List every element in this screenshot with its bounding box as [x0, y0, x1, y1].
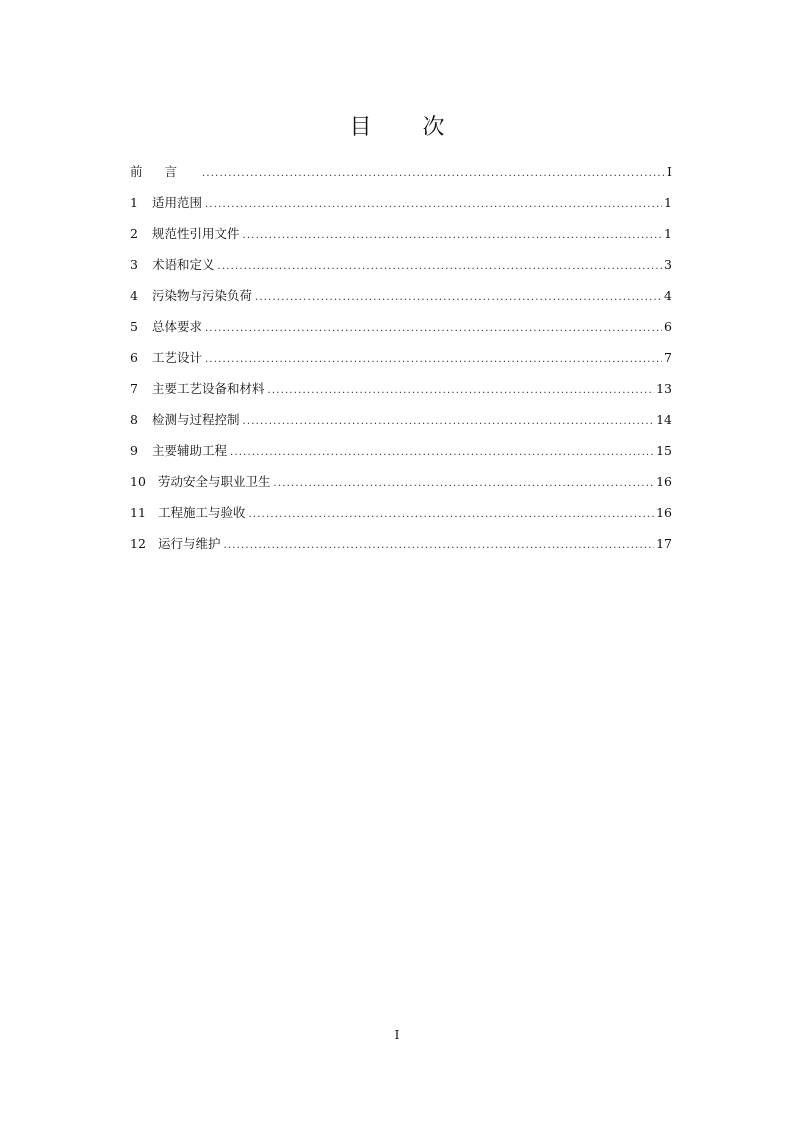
- toc-entry-11[interactable]: [130, 503, 672, 534]
- toc-entry-page: 17: [656, 536, 672, 551]
- toc-entry-page: 14: [656, 412, 672, 427]
- toc-entry-page: I: [667, 164, 672, 179]
- toc-entry-1[interactable]: [130, 193, 672, 224]
- toc-entry-number: 8: [130, 412, 138, 427]
- toc-entry-label: 污染物与污染负荷: [152, 288, 253, 303]
- toc-entry-label: 主要辅助工程: [152, 443, 228, 458]
- toc-entry-preface[interactable]: [130, 162, 672, 193]
- toc-entry-label: 劳动安全与职业卫生: [158, 474, 271, 489]
- toc-title: 目 次: [349, 115, 467, 140]
- toc-entry-5[interactable]: [130, 317, 672, 348]
- toc-entry-label: 适用范围: [152, 195, 203, 210]
- dot-leader: [205, 195, 662, 215]
- toc-entry-label: 工程施工与验收: [158, 505, 246, 520]
- toc-entry-number: 5: [130, 319, 138, 334]
- table-of-contents: [130, 162, 672, 565]
- toc-entry-2[interactable]: [130, 224, 672, 255]
- toc-entry-page: 16: [656, 474, 672, 489]
- toc-entry-page: 7: [664, 350, 672, 365]
- dot-leader: [218, 257, 663, 277]
- toc-entry-6[interactable]: [130, 348, 672, 379]
- dot-leader: [274, 474, 655, 494]
- page-number: I: [394, 1028, 400, 1042]
- toc-entry-10[interactable]: [130, 472, 672, 503]
- toc-entry-page: 1: [664, 226, 672, 241]
- toc-entry-label: 运行与维护: [158, 536, 221, 551]
- toc-entry-number: 4: [130, 288, 138, 303]
- toc-entry-page: 16: [656, 505, 672, 520]
- toc-entry-number: 6: [130, 350, 138, 365]
- toc-entry-page: 13: [656, 381, 672, 396]
- toc-entry-label: 检测与过程控制: [152, 412, 240, 427]
- dot-leader: [224, 536, 655, 556]
- toc-entry-label: 主要工艺设备和材料: [152, 381, 265, 396]
- toc-entry-number: 3: [130, 257, 138, 272]
- dot-leader: [268, 381, 655, 401]
- toc-entry-page: 6: [664, 319, 672, 334]
- toc-entry-label: 前言: [130, 164, 200, 179]
- dot-leader: [230, 443, 654, 463]
- toc-entry-number: 2: [130, 226, 138, 241]
- toc-entry-label: 术语和定义: [152, 257, 215, 272]
- toc-entry-number: 1: [130, 195, 138, 210]
- dot-leader: [202, 164, 665, 184]
- dot-leader: [205, 350, 662, 370]
- toc-entry-4[interactable]: [130, 286, 672, 317]
- toc-entry-3[interactable]: [130, 255, 672, 286]
- toc-entry-number: 9: [130, 443, 138, 458]
- dot-leader: [243, 412, 655, 432]
- toc-entry-label: 总体要求: [152, 319, 203, 334]
- toc-entry-page: 4: [664, 288, 672, 303]
- toc-entry-number: 10: [130, 474, 146, 489]
- toc-entry-label: 规范性引用文件: [152, 226, 240, 241]
- toc-entry-page: 1: [664, 195, 672, 210]
- toc-entry-page: 3: [664, 257, 672, 272]
- toc-entry-7[interactable]: [130, 379, 672, 410]
- dot-leader: [243, 226, 663, 246]
- dot-leader: [255, 288, 662, 308]
- toc-entry-page: 15: [656, 443, 672, 458]
- toc-entry-label: 工艺设计: [152, 350, 203, 365]
- toc-entry-number: 11: [130, 505, 146, 520]
- toc-entry-9[interactable]: [130, 441, 672, 472]
- toc-entry-12[interactable]: [130, 534, 672, 565]
- toc-entry-number: 7: [130, 381, 138, 396]
- dot-leader: [205, 319, 662, 339]
- toc-entry-8[interactable]: [130, 410, 672, 441]
- dot-leader: [249, 505, 655, 525]
- toc-entry-number: 12: [130, 536, 146, 551]
